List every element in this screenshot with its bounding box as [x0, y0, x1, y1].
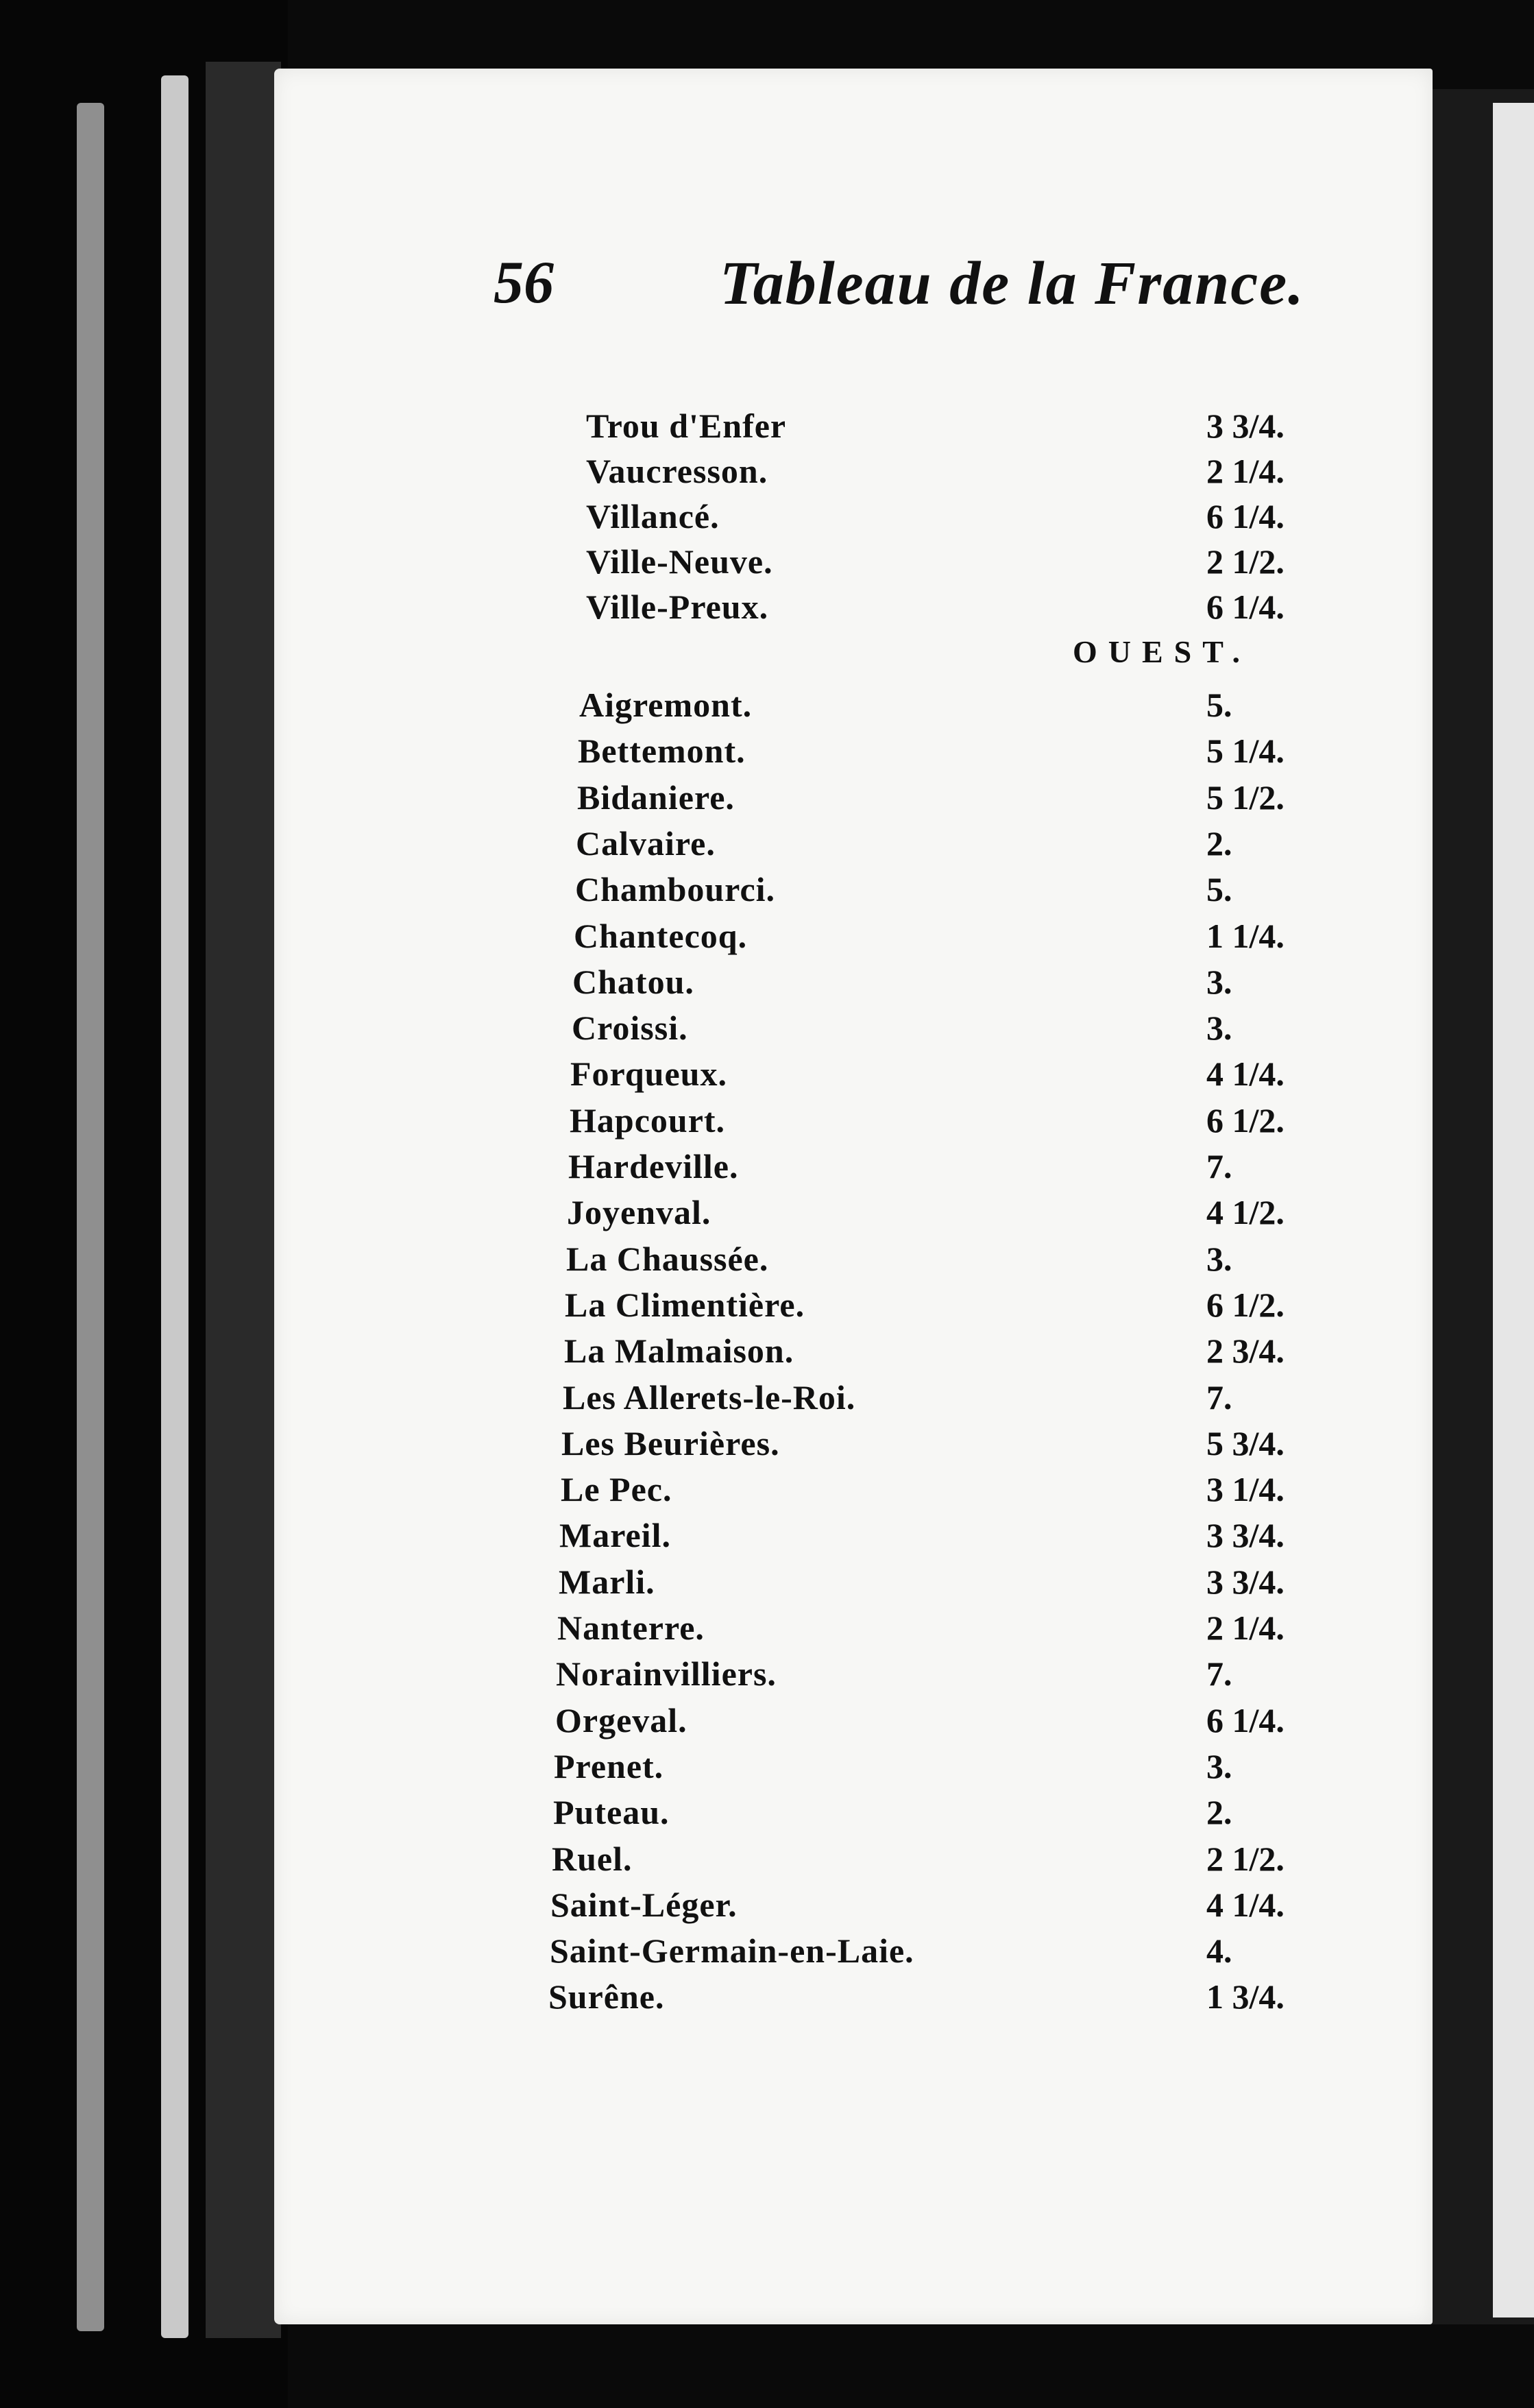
place-name: Le Pec.	[561, 1470, 672, 1509]
place-name: Ville-Preux.	[586, 588, 769, 626]
place-name: Joyenval.	[567, 1193, 711, 1232]
place-name: Puteau.	[553, 1793, 670, 1832]
book-page	[274, 69, 1433, 2324]
place-name: Les Beurières.	[561, 1423, 780, 1462]
dot-leader	[704, 1698, 1186, 1743]
place-name: Hapcourt.	[570, 1100, 726, 1140]
distance-value: 5 1/2.	[1206, 778, 1285, 817]
list-item	[552, 1836, 1343, 1881]
distance-value: 5.	[1206, 686, 1232, 724]
place-name: Les Allerets-le-Roi.	[563, 1377, 856, 1417]
list-item	[572, 959, 1343, 1004]
dot-leader	[672, 1559, 1186, 1604]
distance-value: 1 3/4.	[1206, 1977, 1285, 2016]
distance-value: 1 1/4.	[1206, 916, 1285, 955]
dot-leader	[821, 1282, 1186, 1327]
place-name: Croissi.	[572, 1009, 688, 1048]
next-page-edge	[1493, 103, 1534, 2317]
list-item	[559, 1559, 1343, 1604]
place-name: Aigremont.	[579, 686, 753, 724]
distance-value: 4 1/4.	[1206, 1055, 1285, 1094]
distance-value: 5 3/4.	[1206, 1423, 1285, 1462]
place-name: La Chaussée.	[566, 1239, 769, 1278]
list-item	[548, 1974, 1343, 2019]
distance-value: 3.	[1206, 1009, 1232, 1048]
distance-value: 3 3/4.	[1206, 1516, 1285, 1555]
distance-value: 2 1/2.	[1206, 542, 1285, 581]
dot-leader	[792, 867, 1186, 912]
dot-leader	[732, 821, 1186, 866]
distance-value: 4 1/2.	[1206, 1193, 1285, 1232]
list-item	[572, 1005, 1343, 1050]
list-item	[565, 1282, 1343, 1327]
distance-value: 7.	[1206, 1377, 1232, 1417]
list-item	[586, 539, 1343, 584]
list-item	[564, 1328, 1343, 1373]
distance-value: 2 3/4.	[1206, 1332, 1285, 1371]
place-name: Hardeville.	[568, 1147, 739, 1185]
dot-leader	[711, 959, 1186, 1004]
place-name: Saint-Germain-en-Laie.	[550, 1931, 914, 1971]
page-edge-strip	[161, 75, 188, 2338]
dot-leader	[649, 1836, 1186, 1881]
distance-value: 6 1/2.	[1206, 1285, 1285, 1324]
distance-value: 3 3/4.	[1206, 407, 1285, 445]
place-name: La Malmaison.	[564, 1332, 794, 1371]
page-header	[494, 248, 1501, 330]
distance-value: 2.	[1206, 1793, 1232, 1832]
distance-value: 3 1/4.	[1206, 1470, 1285, 1509]
place-name: Bettemont.	[578, 732, 746, 771]
dot-leader	[755, 1144, 1186, 1189]
list-item	[570, 1098, 1343, 1143]
distance-value: 3.	[1206, 962, 1232, 1001]
place-name: Villancé.	[586, 497, 720, 535]
list-item	[576, 821, 1343, 866]
dot-leader	[768, 682, 1186, 727]
list-item	[563, 1375, 1343, 1420]
list-item	[559, 1513, 1343, 1558]
place-name: Vaucresson.	[586, 452, 768, 490]
place-name: Ville-Neuve.	[586, 542, 773, 581]
place-name: Chantecoq.	[574, 916, 748, 955]
place-name: Calvaire.	[576, 823, 716, 863]
dot-leader	[688, 1467, 1186, 1512]
dot-leader	[742, 1098, 1186, 1143]
list-item	[579, 682, 1343, 727]
page-edge-strip	[77, 103, 104, 2331]
distance-value: 2 1/4.	[1206, 1609, 1285, 1647]
page-edge-strip	[206, 62, 281, 2338]
list-item	[550, 1928, 1343, 1973]
list-item	[561, 1421, 1343, 1466]
list-item	[575, 867, 1343, 912]
dot-leader	[762, 728, 1186, 773]
page-number: 56	[494, 250, 554, 316]
distance-value: 7.	[1206, 1654, 1232, 1694]
place-name: Norainvilliers.	[556, 1654, 777, 1694]
list-item	[586, 494, 1343, 539]
dot-leader	[793, 1651, 1186, 1696]
dot-leader	[764, 913, 1186, 959]
dot-leader	[796, 1421, 1186, 1466]
dot-leader	[705, 1005, 1186, 1050]
list-item	[578, 728, 1343, 773]
place-name: Surêne.	[548, 1977, 665, 2016]
running-title: Tableau de la France.	[720, 250, 1305, 317]
distance-value: 4.	[1206, 1931, 1232, 1971]
list-item	[566, 1236, 1343, 1281]
list-item	[574, 913, 1343, 959]
place-name: La Climentière.	[565, 1285, 805, 1324]
place-name: Ruel.	[552, 1839, 633, 1878]
distance-value: 3.	[1206, 1239, 1232, 1278]
dot-leader	[680, 1744, 1186, 1789]
list-item	[570, 1051, 1343, 1096]
dot-leader	[721, 1605, 1186, 1650]
place-name: Chatou.	[572, 962, 694, 1001]
place-name: Orgeval.	[555, 1700, 687, 1739]
place-name: Bidaniere.	[577, 778, 735, 817]
dot-leader	[784, 448, 1186, 494]
place-name: Chambourci.	[575, 870, 776, 909]
list-item	[586, 448, 1343, 494]
place-name: Mareil.	[559, 1516, 671, 1555]
dot-leader	[686, 1790, 1186, 1835]
list-item	[556, 1651, 1343, 1696]
list-item	[553, 1790, 1343, 1835]
distance-value: 6 1/4.	[1206, 497, 1285, 535]
distance-value: 6 1/4.	[1206, 588, 1285, 626]
list-item	[554, 1744, 1343, 1789]
dot-leader	[751, 775, 1186, 820]
place-name: Nanterre.	[557, 1609, 705, 1647]
dot-leader	[803, 403, 1186, 448]
dot-leader	[687, 1513, 1186, 1558]
distance-value: 6 1/4.	[1206, 1700, 1285, 1739]
list-item	[586, 403, 1343, 448]
dot-leader	[727, 1190, 1186, 1235]
place-name: Trou d'Enfer	[586, 407, 787, 445]
distance-value: 2 1/4.	[1206, 452, 1285, 490]
dot-leader	[736, 494, 1186, 539]
list-item	[568, 1144, 1343, 1189]
place-name: Prenet.	[554, 1746, 664, 1785]
dot-leader	[810, 1328, 1186, 1373]
dot-leader	[681, 1974, 1186, 2019]
list-item	[567, 1190, 1343, 1235]
dot-leader	[744, 1051, 1186, 1096]
list-item	[586, 584, 1343, 629]
list-item	[555, 1698, 1343, 1743]
place-name: Marli.	[559, 1562, 655, 1601]
distance-value: 3 3/4.	[1206, 1562, 1285, 1601]
list-item	[577, 775, 1343, 820]
dot-leader	[785, 1236, 1186, 1281]
distance-value: 5 1/4.	[1206, 732, 1285, 771]
list-item	[557, 1605, 1343, 1650]
place-name: Forqueux.	[570, 1055, 727, 1094]
distance-value: 7.	[1206, 1147, 1232, 1185]
distance-value: 3.	[1206, 1746, 1232, 1785]
dot-leader	[790, 539, 1186, 584]
dot-leader	[785, 584, 1186, 629]
list-item	[550, 1882, 1343, 1927]
dot-leader	[931, 1928, 1186, 1973]
distance-value: 6 1/2.	[1206, 1100, 1285, 1140]
list-item	[561, 1467, 1343, 1512]
dot-leader	[872, 1375, 1186, 1420]
dot-leader	[754, 1882, 1186, 1927]
distance-value: 5.	[1206, 870, 1232, 909]
distance-value: 2.	[1206, 823, 1232, 863]
distance-value: 4 1/4.	[1206, 1885, 1285, 1924]
place-name: Saint-Léger.	[550, 1885, 738, 1924]
section-heading: OUEST.	[1073, 634, 1252, 669]
distance-value: 2 1/2.	[1206, 1839, 1285, 1878]
